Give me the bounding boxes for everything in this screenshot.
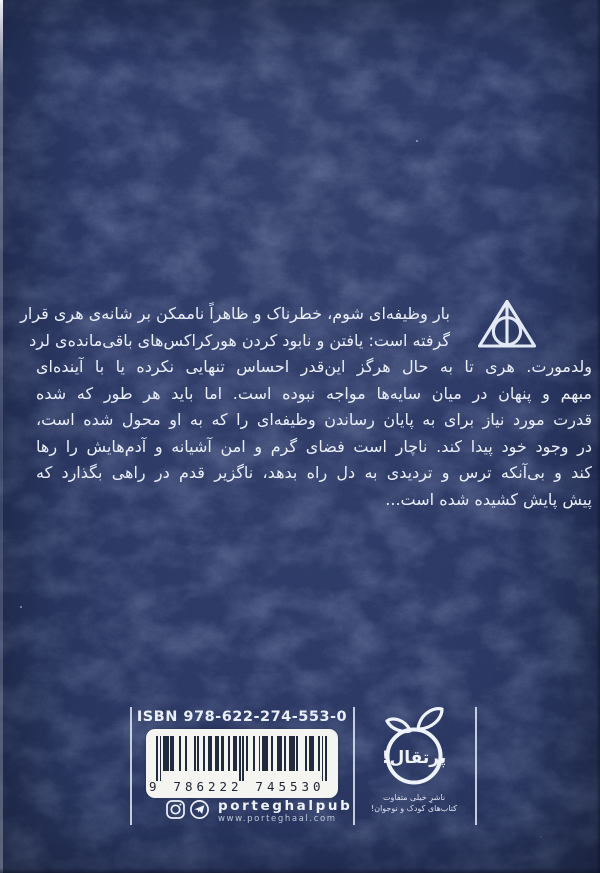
synopsis-line: پیش پایش کشیده شده است... bbox=[385, 489, 592, 509]
publisher-logo bbox=[378, 698, 450, 788]
photo-edge-highlight bbox=[0, 0, 3, 873]
synopsis-line: کند و بی‌آنکه ترس و تردیدی به دل راه بدهد، ناگزیر قدم در راهی بگذارد که bbox=[36, 463, 592, 482]
synopsis-line: قدرت مورد نیاز برای به پایان رساندن وظیفه‌ای را که به او محول شده است، bbox=[36, 410, 592, 429]
barcode bbox=[146, 729, 338, 798]
publisher-block bbox=[351, 698, 477, 814]
synopsis-line: ولدمورت. هری تا به حال هرگز این‌قدر احساس تنهایی نکرده یا با آینده‌ای bbox=[36, 357, 592, 376]
barcode-digit-first: 9 bbox=[149, 779, 157, 794]
isbn-label: ISBN 978-622-274-553-0 bbox=[136, 709, 348, 725]
barcode-bars bbox=[156, 736, 327, 782]
instagram-icon bbox=[165, 799, 186, 824]
synopsis bbox=[20, 301, 592, 513]
publisher-tagline-1: ناشرِ خیلی متفاوت bbox=[382, 793, 446, 802]
barcode-digits-left: 786222 bbox=[173, 779, 243, 794]
synopsis-line: در وجود خود پیدا کند. ناچار است فضای گرم و امن آشیانه و آدم‌هایش را رها bbox=[36, 436, 592, 456]
photo-edge-shadow-right bbox=[596, 0, 600, 873]
website-url: www.porteghaal.com bbox=[218, 814, 337, 824]
synopsis-line: مبهم و پنهان در میان سایه‌ها مواجه نبوده است. اما باید هر طور که شده bbox=[36, 383, 592, 403]
publisher-tagline-2: کتاب‌های کودک و نوجوان! bbox=[370, 804, 457, 813]
synopsis-line: گرفته است: یافتن و نابود کردن هورکراکس‌های باقی‌مانده‌ی لرد bbox=[29, 330, 450, 350]
synopsis-line: بار وظیفه‌ای شوم، خطرناک و ظاهراً ناممکن بر شانه‌ی هری قرار bbox=[20, 304, 450, 323]
social-handle: porteghalpub bbox=[218, 798, 353, 814]
photo-edge-shadow-bottom bbox=[0, 868, 600, 873]
social-row bbox=[165, 799, 352, 824]
barcode-digits-right: 745530 bbox=[255, 779, 325, 794]
publisher-logo-name: پرتقال! bbox=[381, 748, 447, 768]
telegram-icon bbox=[189, 799, 210, 824]
